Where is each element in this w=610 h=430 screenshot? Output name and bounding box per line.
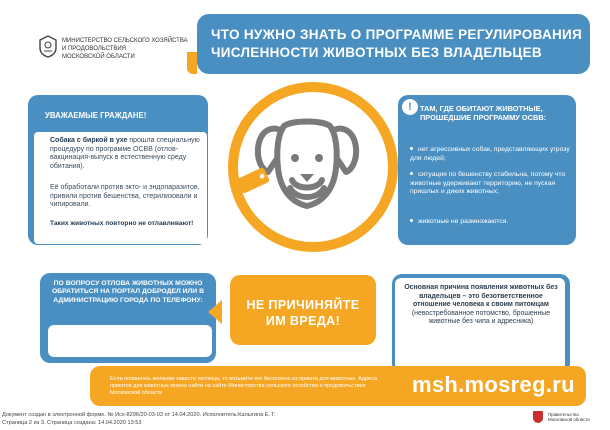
title-accent bbox=[187, 52, 197, 74]
title-line-1: ЧТО НУЖНО ЗНАТЬ О ПРОГРАММЕ РЕГУЛИРОВАНИЯ bbox=[211, 27, 583, 42]
bullet-icon bbox=[410, 147, 413, 150]
tag-dog-phrase: Собака с биркой в ухе bbox=[50, 137, 128, 144]
citizens-heading: УВАЖАЕМЫЕ ГРАЖДАНЕ! bbox=[45, 111, 147, 120]
government-logo-text: Правительство Московской области bbox=[548, 412, 590, 423]
left-paragraph-1 bbox=[50, 137, 205, 171]
contact-text: ПО ВОПРОСУ ОТЛОВА ЖИВОТНЫХ МОЖНО ОБРАТИТЬСЯ НА ПОРТАЛ ДОБРОДЕЛ ИЛИ В АДМИНИСТРАЦИЮ ГОРОДА ПО ТЕЛЕФОНУ: bbox=[52, 280, 204, 304]
cause-detail: (невостребованное потомство, брошенные животные без чипа и адресника) bbox=[411, 309, 551, 326]
exclamation-icon: ! bbox=[402, 99, 418, 115]
cause-main: Основная причина появления животных без владельцев – это безответственное отношение человека к своим питомцам bbox=[404, 284, 558, 309]
document-footer bbox=[2, 412, 275, 427]
bullet-text: животные не размножаются. bbox=[418, 218, 509, 225]
bullet-text: нет агрессивных собак, представляющих угрозу для людей; bbox=[410, 146, 570, 162]
dog-with-ear-tag-icon bbox=[232, 88, 382, 238]
do-no-harm-line-2: ИМ ВРЕДА! bbox=[265, 314, 341, 328]
left-p1-rest: прошла специальную процедуру по программе ОСВВ (отлов-вакцинация-выпуск в естественную среду обитания). bbox=[50, 137, 200, 170]
arrow-decoration bbox=[208, 300, 222, 324]
right-bullet-1 bbox=[410, 146, 570, 163]
government-logo bbox=[528, 410, 602, 428]
title-line-2: ЧИСЛЕННОСТИ ЖИВОТНЫХ БЕЗ ВЛАДЕЛЬЦЕВ bbox=[211, 45, 542, 60]
page-title bbox=[211, 26, 591, 62]
do-no-harm-text bbox=[230, 297, 376, 329]
ministry-line-1: МИНИСТЕРСТВО СЕЛЬСКОГО ХОЗЯЙСТВА bbox=[62, 38, 188, 44]
ministry-name bbox=[62, 37, 188, 61]
title-banner bbox=[197, 14, 590, 74]
coat-of-arms-icon bbox=[38, 34, 58, 58]
website-link[interactable]: msh.mosreg.ru bbox=[412, 372, 575, 397]
bullet-text: ситуация по бешенству стабильна, потому что животные удерживают территорию, не пуская пришлых и диких животных; bbox=[410, 171, 566, 195]
shield-icon bbox=[533, 411, 543, 423]
phone-field[interactable] bbox=[48, 325, 212, 357]
doc-footer-line-1: Документ создан в электронной форме. № Исх-8296/20-03-03 от 14.04.2020. Исполнитель:Калыгина Е. Г. bbox=[2, 412, 276, 418]
left-paragraph-2: Её обработали против экто- и эндопаразитов, привили против бешенства, стерилизовали и чипировали. bbox=[50, 184, 200, 208]
left-paragraph-3: Таких животных повторно не отлавливают! bbox=[50, 220, 194, 227]
do-no-harm-line-1: НЕ ПРИЧИНЯЙТЕ bbox=[246, 298, 360, 312]
right-heading: ТАМ, ГДЕ ОБИТАЮТ ЖИВОТНЫЕ, ПРОШЕДШИЕ ПРОГРАММУ ОСВВ: bbox=[420, 104, 547, 122]
right-bullet-3 bbox=[410, 218, 570, 227]
ministry-line-3: МОСКОВСКОЙ ОБЛАСТИ bbox=[62, 54, 135, 60]
bullet-icon bbox=[410, 172, 413, 175]
doc-footer-line-2: Страница 2 из 3. Страница создана: 14.04.2020 13:53 bbox=[2, 419, 142, 426]
cause-text bbox=[400, 284, 562, 327]
adoption-text: Если появилось желание завести питомца, то возьмите его бесплатно из приюта для животных. Адреса приютов для животных можно найти на сайте Министерства сельского хозяйства и продовольствия Московской области bbox=[110, 376, 377, 396]
bullet-icon bbox=[410, 219, 413, 222]
ministry-line-2: И ПРОДОВОЛЬСТВИЯ bbox=[62, 46, 127, 52]
right-bullet-2 bbox=[410, 171, 570, 197]
